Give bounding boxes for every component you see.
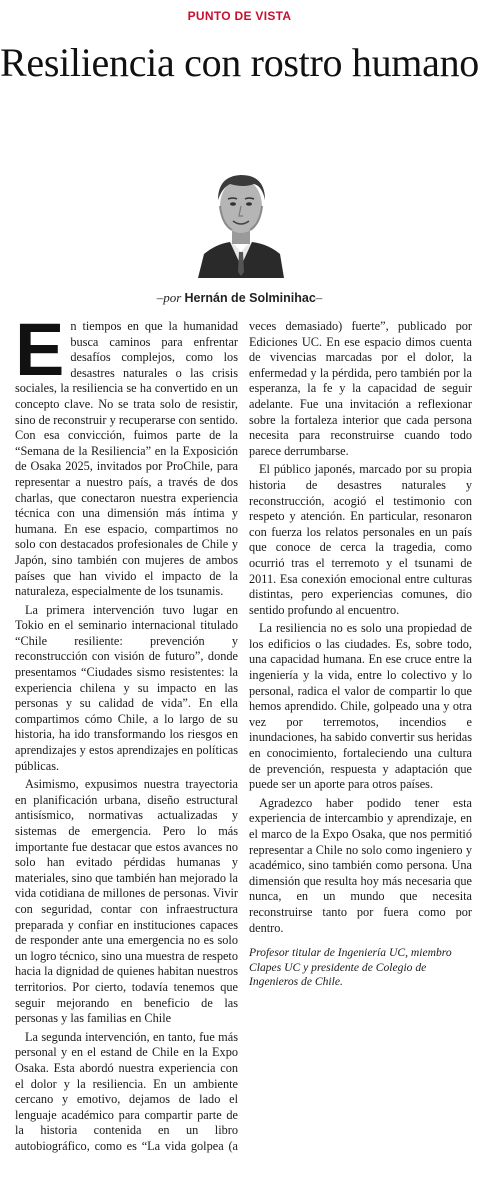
byline-prefix: –por [156, 290, 185, 305]
article-paragraph: La primera intervención tuvo lugar en Tokio en el seminario internacional titulado “Chile resiliente: prevención y reconstrucción con visión de futuro”, donde presentamos “Ciudades sismo resistentes: la experiencia chilena y su impacto en las personas y su calidad de vida”. En ella compartimos cómo Chile, a lo largo de su historia, ha ido transformando los riesgos en aprendizajes y estos aprendizajes en políticas públicas. [15, 602, 238, 773]
section-label: PUNTO DE VISTA [187, 9, 292, 23]
author-portrait [196, 162, 286, 278]
article-paragraph: El público japonés, marcado por su propia historia de desastres naturales y reconstrucción, acogió el testimonio con respeto y atención. En particular, resonaron con fuerza los relatos personales en un país que conoce de cerca la tragedia, como ocurrió tras el terremoto y el tsunami de 2011. Esa conexión emocional entre culturas distintas, pero experiencias comunes, dio sentido profundo al encuentro. [249, 462, 472, 617]
author-signature: Profesor titular de Ingeniería UC, miembro Clapes UC y presidente de Colegio de Ingenieros de Chile. [249, 946, 452, 989]
article-paragraph: Asimismo, expusimos nuestra trayectoria en planificación urbana, diseño estructural antisísmico, normativas actualizadas y sistemas de emergencia. Pero lo más importante fue destacar que estos avances no solo han evitado pérdidas humanas y materiales, sino que también han mejorado la vida cotidiana de millones de personas. Vivir con seguridad, contar con infraestructura preparada y confiar en instituciones capaces de responder ante una emergencia no es solo un logro técnico, sino una muestra de respeto hacia la dignidad de quienes habitan nuestros territorios. Por cierto, todavía tenemos que seguir mejorando en beneficio de las personas y las familias en Chile [15, 777, 238, 1026]
headline: Resiliencia con rostro humano [0, 40, 479, 85]
paragraph-text: n tiempos en que la humanidad busca caminos para enfrentar desafíos complejos, como los desastres naturales o las crisis sociales, la resiliencia se ha convertido en un concepto clave. No se trata solo de resistir, sino de reconstruir y recuperarse con sentido. Con esa convicción, fuimos parte de la “Semana de la Resiliencia” en la Exposición de Osaka 2025, invitados por ProChile, para representar a nuestro país, a través de dos charlas, que conectaron nuestra experiencia técnica con una dimensión más íntima y humana. En ese espacio, compartimos no solo con destacados profesionales de Chile y Japón, sino también con mujeres de ambos países que han vivido el impacto de la naturaleza, especialmente de los tsunamis. [15, 319, 238, 599]
article-paragraph: La segunda intervención, en tanto, fue más personal y en el estand de Chile en la Expo Osaka. Esta abordó nuestra experiencia con el dolor y la resiliencia. En un ambiente cercano y emotivo, dejamos de lado el lenguaje académico para compartir parte de la historia contenida en un libro autobiográfico, como es “La vida golpea (a veces demasiado) fuerte”, publicado por Ediciones UC. En ese espacio dimos cuenta de vivencias marcadas por el dolor, la enfermedad y la pérdida, pero también por la esperanza, la fe y la capacidad de seguir adelante. Fue una invitación a reflexionar sobre la fortaleza interior que cada persona necesita para reconstruirse cuando todo parece derrumbarse. [15, 319, 472, 1153]
article-paragraph: Agradezco haber podido tener esta experiencia de intercambio y aprendizaje, en el marco de la Expo Osaka, que nos permitió representar a Chile no solo como ingeniero y académico, sino también como persona. Una dimensión que resulta hoy más necesaria que nunca, en un mundo que necesita reconstruirse tanto por fuera como por dentro. [249, 795, 472, 935]
article-body [15, 308, 472, 1157]
author-name: Hernán de Solminihac [184, 291, 316, 305]
byline [0, 290, 479, 306]
byline-suffix: – [315, 290, 323, 305]
article-paragraph [15, 308, 238, 600]
drop-cap: E [15, 308, 65, 391]
article-paragraph: La resiliencia no es solo una propiedad de los edificios o las ciudades. Es, sobre todo, una capacidad humana. En ese cruce entre la ingeniería y la vida, entre lo colectivo y lo personal, radica el valor de compartir lo que hemos aprendido. Chile, golpeado una y otra vez por terremotos, incendios e inundaciones, ha sabido convertir sus heridas en conocimiento, fortaleciendo una cultura de prevención, respuesta y adaptación que puede ser un aporte para otros países. [249, 621, 472, 792]
